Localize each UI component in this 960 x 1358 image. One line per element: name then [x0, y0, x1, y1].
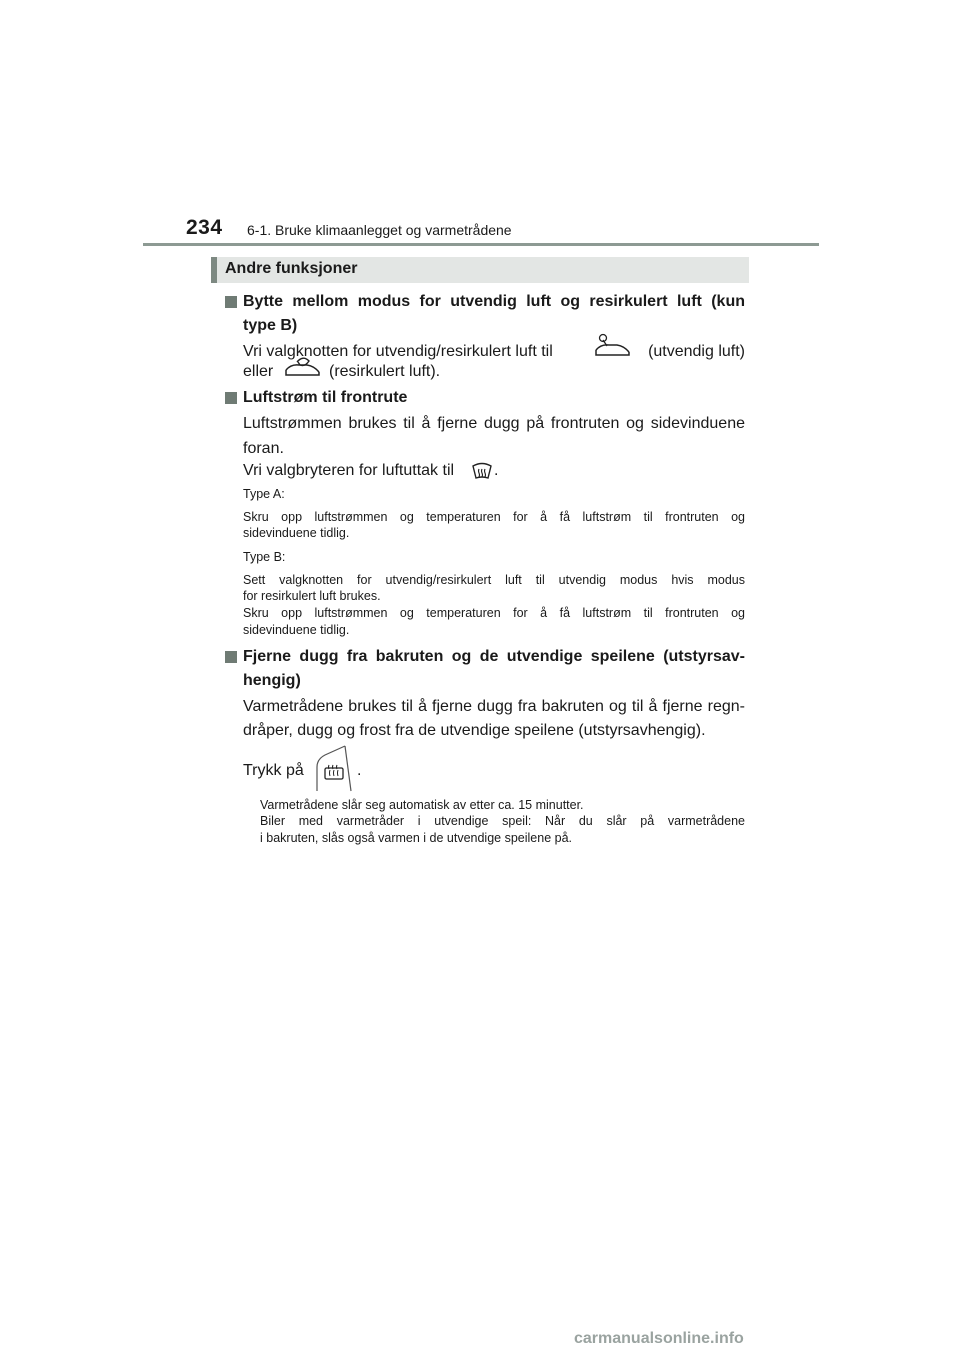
watermark: carmanualsonline.info [574, 1330, 744, 1347]
chapter-title: 6-1. Bruke klimaanlegget og varmetrådene [247, 222, 512, 238]
type-b-line2: for resirkulert luft brukes. [243, 589, 381, 603]
type-a-line1: Skru opp luftstrømmen og temperaturen for å få luftstrøm til frontruten og [243, 510, 745, 524]
type-b-label: Type B: [243, 550, 286, 564]
item3-body-line1: Varmetrådene brukes til å fjerne dugg fra bakruten og til å fjerne regn- [243, 698, 745, 715]
item2-body-line3-end: . [494, 462, 499, 479]
type-a-line2: sidevinduene tidlig. [243, 526, 350, 540]
item2-line3 [243, 458, 745, 484]
item2-heading: Luftstrøm til frontrute [243, 389, 408, 406]
item1-text-b: (utvendig luft) [648, 343, 745, 360]
type-b-line1: Sett valgknotten for utvendig/resirkulert luft til utvendig modus hvis modus [243, 573, 745, 587]
bullet-square [225, 651, 237, 663]
item2-body-line3: Vri valgbryteren for luftuttak til [243, 462, 455, 479]
recirculated-air-icon [283, 353, 323, 383]
item1-text-a: Vri valgknotten for utvendig/resirkulert luft til [243, 343, 553, 360]
item1-line2 [243, 359, 745, 385]
bullet-square [225, 392, 237, 404]
item3-press-end: . [357, 762, 362, 779]
header-rule [143, 243, 819, 246]
section-header [211, 257, 749, 283]
item1-text-d: (resirkulert luft). [329, 363, 441, 380]
item1-heading-line2: type B) [243, 317, 298, 334]
item3-note-line2: Biler med varmetråder i utvendige speil: Når du slår på varmetrådene [260, 814, 745, 828]
item3-press-line [243, 745, 745, 795]
type-a-label: Type A: [243, 487, 285, 501]
item3-heading-line1: Fjerne dugg fra bakruten og de utvendige speilene (utstyrsav- [243, 648, 745, 665]
rear-defogger-button-icon [311, 745, 355, 793]
item1-text-c: eller [243, 363, 274, 380]
section-marker [211, 257, 217, 283]
item2-body-line1: Luftstrømmen brukes til å fjerne dugg på frontruten og sidevinduene [243, 415, 745, 432]
item3-body-line2: dråper, dugg og frost fra de utvendige speilene (utstyrsavhengig). [243, 722, 706, 739]
windshield-defroster-icon [471, 462, 493, 484]
item3-note-line1: Varmetrådene slår seg automatisk av etter ca. 15 minutter. [260, 798, 584, 812]
bullet-square [225, 296, 237, 308]
item2-body-line2: foran. [243, 440, 284, 457]
section-title: Andre funksjoner [225, 260, 358, 277]
item3-heading-line2: hengig) [243, 672, 301, 689]
item3-press-text: Trykk på [243, 762, 304, 779]
item3-note-line3: i bakruten, slås også varmen i de utvendige speilene på. [260, 831, 572, 845]
type-b-line3: Skru opp luftstrømmen og temperaturen for å få luftstrøm til frontruten og [243, 606, 745, 620]
item1-heading-line1: Bytte mellom modus for utvendig luft og resirkulert luft (kun [243, 293, 745, 310]
page-number: 234 [186, 216, 223, 239]
type-b-line4: sidevinduene tidlig. [243, 623, 350, 637]
